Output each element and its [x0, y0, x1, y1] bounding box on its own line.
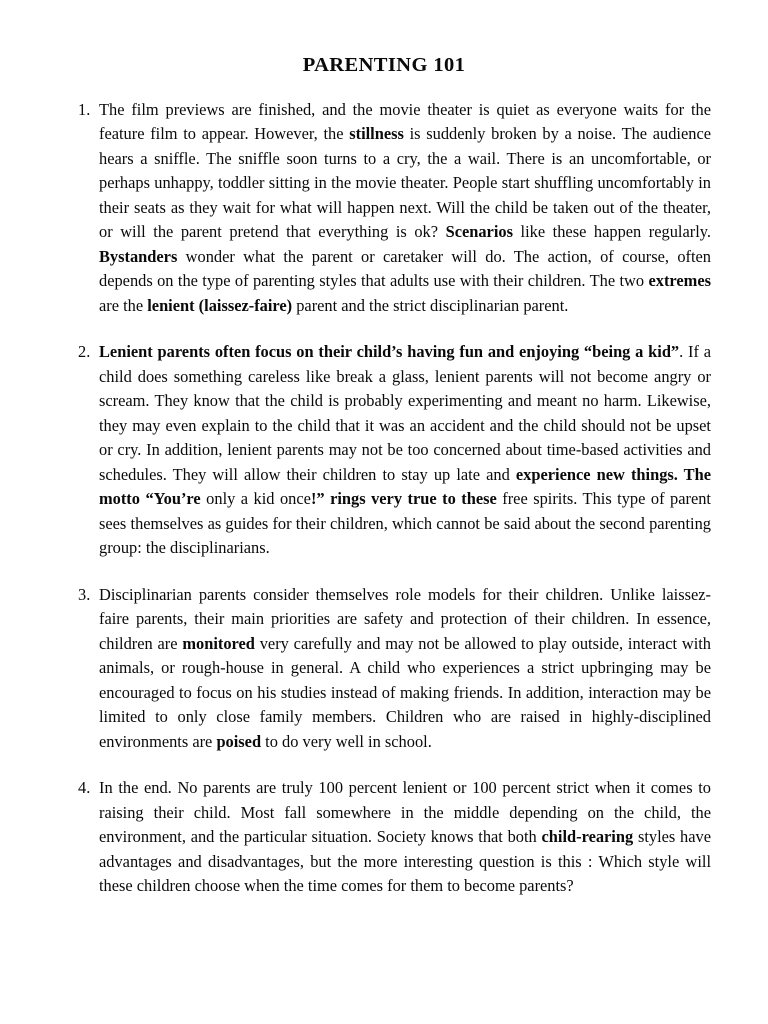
list-item-text [99, 340, 711, 561]
text-run: wonder what the parent or caretaker will do. The action, of course, often depends on the type of parenting styles that adults use with their children. The two [99, 246, 711, 291]
emphasized-run: Scenarios [445, 222, 513, 242]
text-run: only a kid once [200, 489, 311, 509]
emphasized-run: lenient (laissez-faire) [147, 295, 293, 315]
text-run: . If a child does something careless like break a glass, lenient parents will not become angry or scream. They know that the child is probably experimenting and meant no harm. Likewise, they may even explain to the child that it was an accident and the child should not be upset or cry. In addition, lenient parents may not be too concerned about time-based activities and schedules. They will allow their children to stay up late and [99, 342, 711, 484]
text-run: to do very well in school. [261, 731, 432, 751]
list-item [0, 98, 768, 319]
list-item-text [99, 583, 711, 755]
text-run: like these happen regularly. [512, 222, 711, 242]
emphasized-run: extremes [648, 271, 711, 291]
list-item-marker: 2. [78, 342, 91, 362]
list-item-text [99, 776, 711, 899]
emphasized-run: child-rearing [541, 827, 634, 847]
text-run: The film previews are finished, and the movie theater is quiet as everyone waits for the feature film to appear. However, the [99, 99, 711, 144]
list-item [0, 340, 768, 561]
list-item-marker: 1. [78, 99, 91, 119]
text-run: styles have advantages and disadvantages, but the more interesting question is this : Which style will these children choose when the time comes for them to become parents? [99, 827, 711, 896]
emphasized-run: monitored [182, 633, 255, 653]
text-run: are the [99, 295, 148, 315]
emphasized-run: stillness [349, 124, 404, 144]
emphasized-run: experience new things. The motto “You’re [99, 464, 712, 509]
emphasized-run: !” rings very true to these [310, 489, 497, 509]
text-run: Disciplinarian parents consider themselves role models for their children. Unlike laissez-faire parents, their main priorities are safety and protection of their children. In essence, children are [99, 584, 711, 653]
list-item-marker: 3. [78, 584, 91, 604]
list-item-text [99, 98, 711, 319]
numbered-paragraph-list [0, 98, 768, 899]
list-item [0, 583, 768, 755]
emphasized-run: Lenient parents often focus on their child’s having fun and enjoying “being a kid” [99, 342, 680, 362]
emphasized-run: poised [216, 731, 262, 751]
list-item-marker: 4. [78, 778, 91, 798]
emphasized-run: Bystanders [99, 246, 178, 266]
text-run: is suddenly broken by a noise. The audience hears a sniffle. The sniffle soon turns to a cry, the a wail. There is an uncomfortable, or perhaps unhappy, toddler sitting in the movie theater. People start shuffling uncomfortably in their seats as they wait for what will happen next. Will the child be taken out of the theater, or will the parent pretend that everything is ok? [99, 124, 712, 242]
list-item [0, 776, 768, 899]
text-run: In the end. No parents are truly 100 percent lenient or 100 percent strict when it comes to raising their child. Most fall somewhere in the middle depending on the child, the environment, and the particular situation. Society knows that both [99, 778, 711, 847]
text-run: very carefully and may not be allowed to play outside, interact with animals, or rough-house in general. A child who experiences a strict upbringing may be encouraged to focus on his studies instead of making friends. In addition, interaction may be limited to only close family members. Children who are raised in highly-disciplined environments are [99, 633, 711, 751]
text-run: parent and the strict disciplinarian parent. [292, 295, 569, 315]
text-run: free spirits. This type of parent sees themselves as guides for their children, which cannot be said about the second parenting group: the disciplinarians. [99, 489, 711, 558]
page-title: PARENTING 101 [302, 54, 466, 76]
